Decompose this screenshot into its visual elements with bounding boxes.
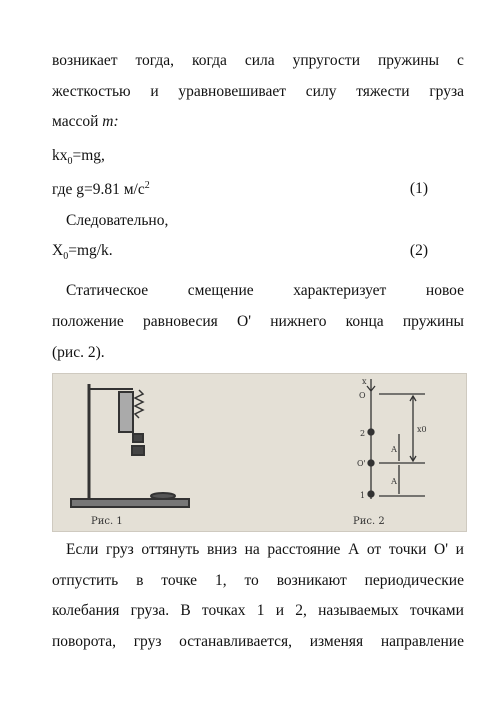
word: О' (237, 313, 252, 330)
mass-variable: m: (102, 113, 119, 130)
word: О' (434, 541, 449, 558)
word: останавливается, (179, 633, 293, 650)
formula-part: =mg/k. (68, 242, 113, 259)
formula-part: kx (52, 147, 68, 164)
text-line-10: (рис. 2). (52, 344, 105, 361)
label-2: 2 (360, 429, 366, 438)
text-line-1 (52, 52, 464, 70)
word: то (244, 572, 259, 589)
word: упругости (292, 52, 360, 69)
text-line-therefore: Следовательно, (66, 212, 169, 229)
ruler-scale (119, 392, 133, 432)
word: сила (244, 52, 275, 69)
word: расстояние (267, 541, 341, 558)
text-line-12 (52, 572, 464, 590)
word: груза. (130, 602, 170, 619)
text-line-2 (52, 83, 464, 101)
label-x0: x0 (417, 425, 427, 434)
point-1-marker (368, 491, 374, 497)
word: нижнего (270, 313, 327, 330)
figure-drawing (53, 374, 466, 531)
word: от (366, 541, 382, 558)
figure-2-caption: Рис. 2 (353, 516, 385, 527)
weights-on-base (151, 493, 175, 499)
word: периодические (364, 572, 464, 589)
word: жесткостью (52, 83, 131, 100)
formula-part: X (52, 242, 64, 259)
label-o2: О' (357, 459, 366, 468)
formula-kx0-mg (52, 147, 464, 167)
word: равновесия (143, 313, 218, 330)
word: в (136, 572, 144, 589)
word: отпустить (52, 572, 119, 589)
word: направление (380, 633, 464, 650)
word: силу (305, 83, 337, 100)
word: В (180, 602, 191, 619)
formula-superscript: 2 (144, 180, 150, 191)
word: называемых (318, 602, 399, 619)
text-line-3-text: массой (52, 113, 103, 130)
figure-1-caption: Рис. 1 (91, 516, 123, 527)
formula-subscript: 0 (63, 251, 69, 263)
word: колебания (52, 602, 120, 619)
word: точках (201, 602, 246, 619)
label-a1: А (391, 445, 398, 454)
word: изменяя (309, 633, 364, 650)
text-line-3 (52, 113, 464, 131)
word: 1 (256, 602, 265, 619)
word: возникают (276, 572, 347, 589)
word: возникает (52, 52, 118, 69)
text-line-9 (52, 313, 464, 331)
point-o2-marker (368, 460, 374, 466)
word: вниз (206, 541, 237, 558)
word: точки (388, 541, 427, 558)
label-1: 1 (360, 491, 366, 500)
word: пружины (377, 52, 440, 69)
word: и (275, 602, 285, 619)
formula-g-value (52, 180, 464, 199)
equation-number-2: (2) (409, 242, 428, 259)
word: 1, (214, 572, 227, 589)
word: Если (66, 541, 99, 558)
word: уравновешивает (178, 83, 287, 100)
word: смещение (187, 282, 254, 299)
formula-x0 (52, 242, 464, 262)
formula-subscript: 0 (67, 156, 73, 168)
formula-part: где g=9.81 м/с (52, 181, 145, 199)
word: 2, (295, 602, 307, 619)
word: когда (192, 52, 227, 69)
word: пружины (402, 313, 464, 330)
word: тяжести (356, 83, 410, 100)
stand-base (71, 499, 189, 507)
text-line-8 (66, 282, 464, 300)
figure-apparatus (52, 373, 467, 532)
word: и (150, 83, 159, 100)
word: новое (425, 282, 464, 299)
word: характеризует (293, 282, 387, 299)
word: груз (106, 541, 134, 558)
spring (135, 390, 143, 418)
word: поворота, (52, 633, 117, 650)
point-2-marker (368, 429, 374, 435)
figure-1-stand (71, 384, 189, 507)
word: груза (429, 83, 464, 100)
weight-2 (132, 446, 144, 455)
text-line-14 (52, 633, 464, 651)
word: оттянуть (141, 541, 200, 558)
label-o: О (359, 391, 366, 400)
word: положение (52, 313, 124, 330)
weight-1 (133, 434, 143, 442)
word: точками (409, 602, 464, 619)
label-a2: А (391, 477, 398, 486)
word: и (455, 541, 464, 558)
formula-part: =mg, (72, 147, 105, 164)
word: на (244, 541, 260, 558)
label-x: x (362, 377, 367, 386)
text-line-13 (52, 602, 464, 620)
word: А (348, 541, 360, 558)
word: конца (345, 313, 384, 330)
word: точке (161, 572, 198, 589)
equation-number-1: (1) (409, 180, 428, 197)
text-line-11 (66, 541, 464, 559)
word: тогда, (135, 52, 175, 69)
word: Статическое (66, 282, 149, 299)
word: с (457, 52, 464, 69)
word: груз (133, 633, 162, 650)
